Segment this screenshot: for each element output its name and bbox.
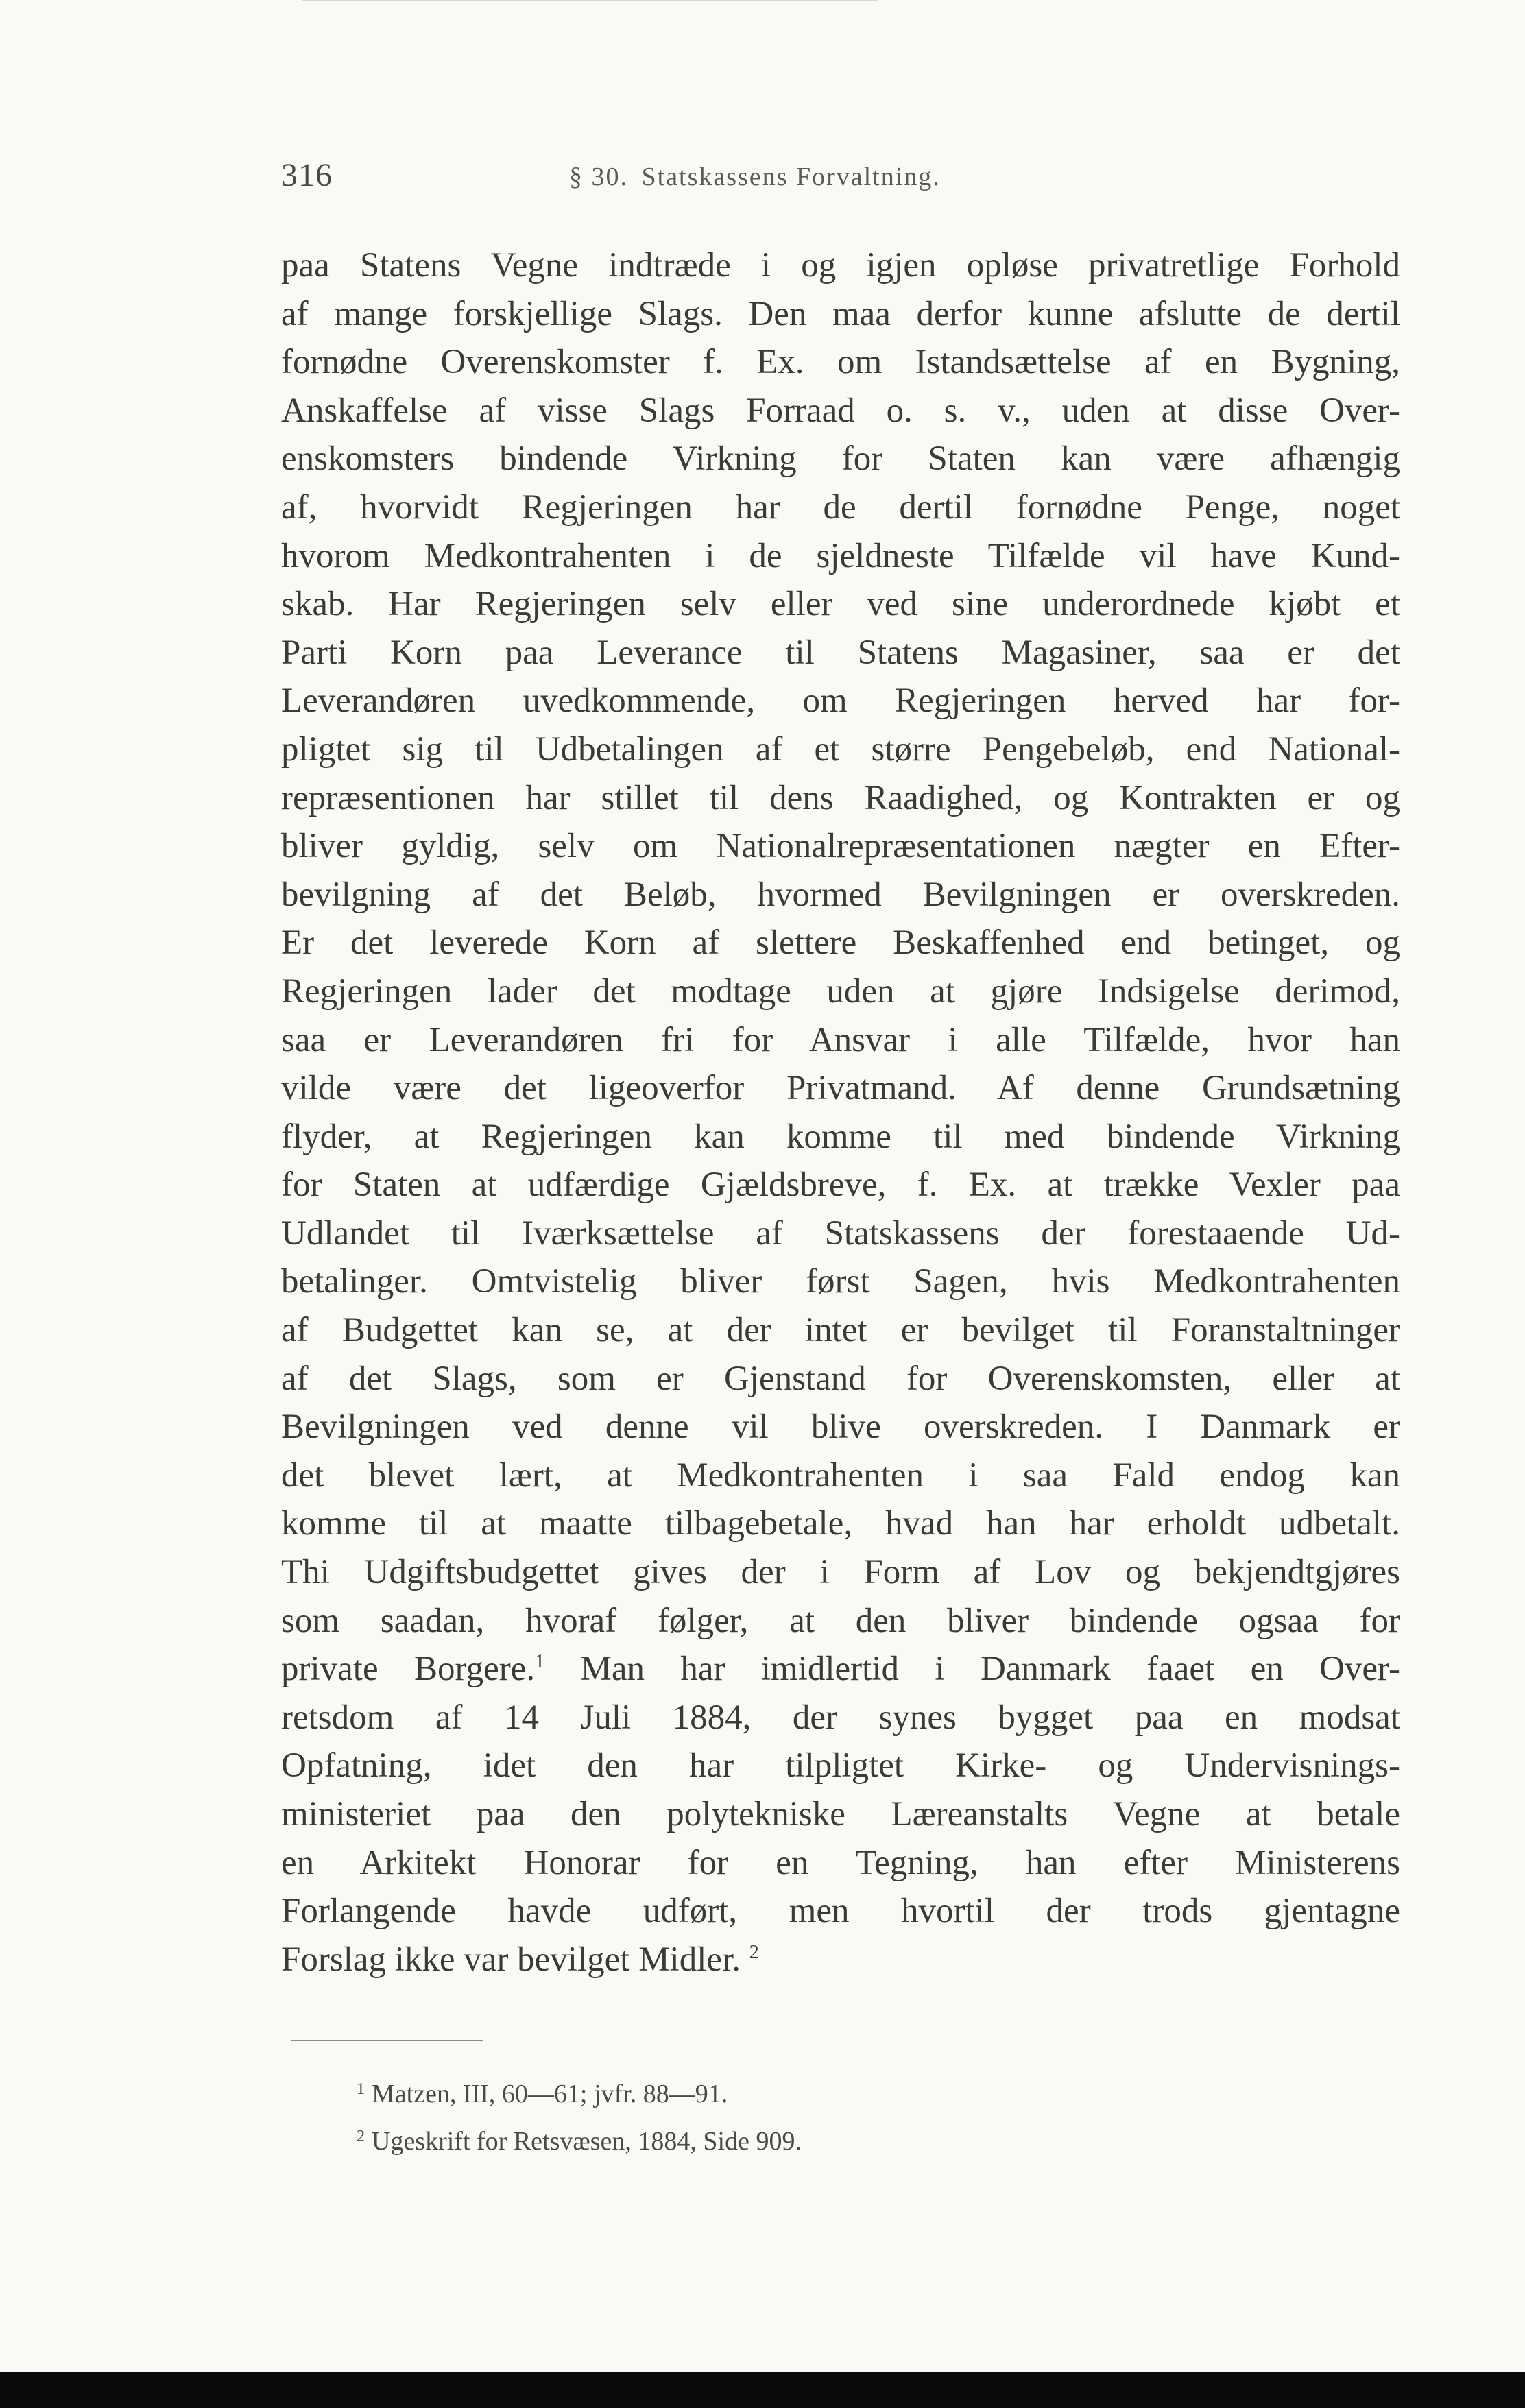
text-line-with-footnote-ref bbox=[281, 1645, 1400, 1694]
text-segment: Forslag ikke var bevilget Midler. bbox=[281, 1940, 741, 1979]
text-line: en Arkitekt Honorar for en Tegning, han efter Ministerens bbox=[281, 1843, 1400, 1882]
text-line: Er det leverede Korn af slettere Beskaffenhed end betinget, og bbox=[281, 924, 1400, 963]
text-line: Forlangende havde udført, men hvortil der trods gjentagne bbox=[281, 1892, 1400, 1931]
text-segment: Man har imidlertid i Danmark faaet en Over- bbox=[580, 1650, 1401, 1689]
footnote-ref-1: 1 bbox=[535, 1651, 545, 1673]
text-line: Parti Korn paa Leverance til Statens Magasiner, saa er det bbox=[281, 633, 1400, 672]
footnote-text: Matzen, III, 60—61; jvfr. 88—91. bbox=[372, 2080, 728, 2108]
text-line: bliver gyldig, selv om Nationalrepræsentationen nægter en Efter- bbox=[281, 827, 1400, 866]
text-line: af det Slags, som er Gjenstand for Overenskomsten, eller at bbox=[281, 1359, 1400, 1398]
text-line: ministeriet paa den polytekniske Læreanstalts Vegne at betale bbox=[281, 1795, 1400, 1833]
text-line: Bevilgningen ved denne vil blive overskreden. I Danmark er bbox=[281, 1408, 1400, 1447]
footnote-text: Ugeskrift for Retsvæsen, 1884, Side 909. bbox=[372, 2127, 802, 2156]
text-line: fornødne Overenskomster f. Ex. om Istandsættelse af en Bygning, bbox=[281, 343, 1400, 382]
text-line: repræsentionen har stillet til dens Raadighed, og Kontrakten er og bbox=[281, 778, 1400, 817]
footnote-mark: 1 bbox=[357, 2080, 365, 2098]
text-line: af, hvorvidt Regjeringen har de dertil fornødne Penge, noget bbox=[281, 487, 1400, 527]
text-line: hvorom Medkontrahenten i de sjeldneste Tilfælde vil have Kund- bbox=[281, 536, 1400, 575]
footnotes bbox=[357, 2072, 1248, 2167]
text-line: Leverandøren uvedkommende, om Regjeringen herved har for- bbox=[281, 682, 1400, 721]
text-line: betalinger. Omtvistelig bliver først Sagen, hvis Medkontrahenten bbox=[281, 1262, 1400, 1301]
text-line-with-footnote-ref bbox=[281, 1936, 1400, 1984]
text-line: Regjeringen lader det modtage uden at gjøre Indsigelse derimod, bbox=[281, 972, 1400, 1011]
text-line: for Staten at udfærdige Gjældsbreve, f. Ex. at trække Vexler paa bbox=[281, 1166, 1400, 1205]
text-line: komme til at maatte tilbagebetale, hvad han har erholdt udbetalt. bbox=[281, 1504, 1400, 1543]
chapter-title: Statskassens Forvaltning. bbox=[641, 162, 941, 191]
text-line: retsdom af 14 Juli 1884, der synes bygget paa en modsat bbox=[281, 1698, 1400, 1737]
footnote-mark: 2 bbox=[357, 2128, 365, 2145]
footnote-2 bbox=[357, 2119, 1248, 2167]
text-line: enskomsters bindende Virkning for Staten kan være afhængig bbox=[281, 440, 1400, 479]
text-line: paa Statens Vegne indtræde i og igjen opløse privatretlige Forhold bbox=[281, 246, 1400, 285]
text-line: flyder, at Regjeringen kan komme til med bindende Virkning bbox=[281, 1117, 1400, 1156]
text-line: som saadan, hvoraf følger, at den bliver bindende ogsaa for bbox=[281, 1601, 1400, 1640]
text-line: Anskaffelse af visse Slags Forraad o. s. v., uden at disse Over- bbox=[281, 391, 1400, 430]
text-line: af mange forskjellige Slags. Den maa derfor kunne afslutte de dertil bbox=[281, 294, 1400, 333]
footnote-divider bbox=[291, 2040, 483, 2041]
text-line: Thi Udgiftsbudgettet gives der i Form af Lov og bekjendtgjøres bbox=[281, 1553, 1400, 1592]
footnote-ref-2: 2 bbox=[749, 1941, 759, 1963]
text-line: bevilgning af det Beløb, hvormed Bevilgningen er overskreden. bbox=[281, 875, 1400, 914]
text-line: saa er Leverandøren fri for Ansvar i alle Tilfælde, hvor han bbox=[281, 1020, 1400, 1059]
text-line: skab. Har Regjeringen selv eller ved sine underordnede kjøbt et bbox=[281, 585, 1400, 624]
text-line: det blevet lært, at Medkontrahenten i saa Fald endog kan bbox=[281, 1456, 1400, 1495]
page-number: 316 bbox=[281, 157, 333, 193]
top-edge-rule bbox=[302, 0, 878, 1]
text-line: Opfatning, idet den har tilpligtet Kirke- og Undervisnings- bbox=[281, 1746, 1400, 1785]
text-line: pligtet sig til Udbetalingen af et større Pengebeløb, end National- bbox=[281, 730, 1400, 769]
text-line: Udlandet til Iværksættelse af Statskassens der forestaaende Ud- bbox=[281, 1214, 1400, 1253]
text-line: vilde være det ligeoverfor Privatmand. Af denne Grundsætning bbox=[281, 1069, 1400, 1108]
running-head bbox=[569, 162, 941, 192]
text-line: af Budgettet kan se, at der intet er bevilget til Foranstaltninger bbox=[281, 1311, 1400, 1350]
section-number: § 30. bbox=[569, 162, 628, 191]
footnote-1 bbox=[357, 2072, 1248, 2119]
body-text bbox=[281, 241, 1400, 1984]
text-segment: private Borgere. bbox=[281, 1650, 536, 1689]
